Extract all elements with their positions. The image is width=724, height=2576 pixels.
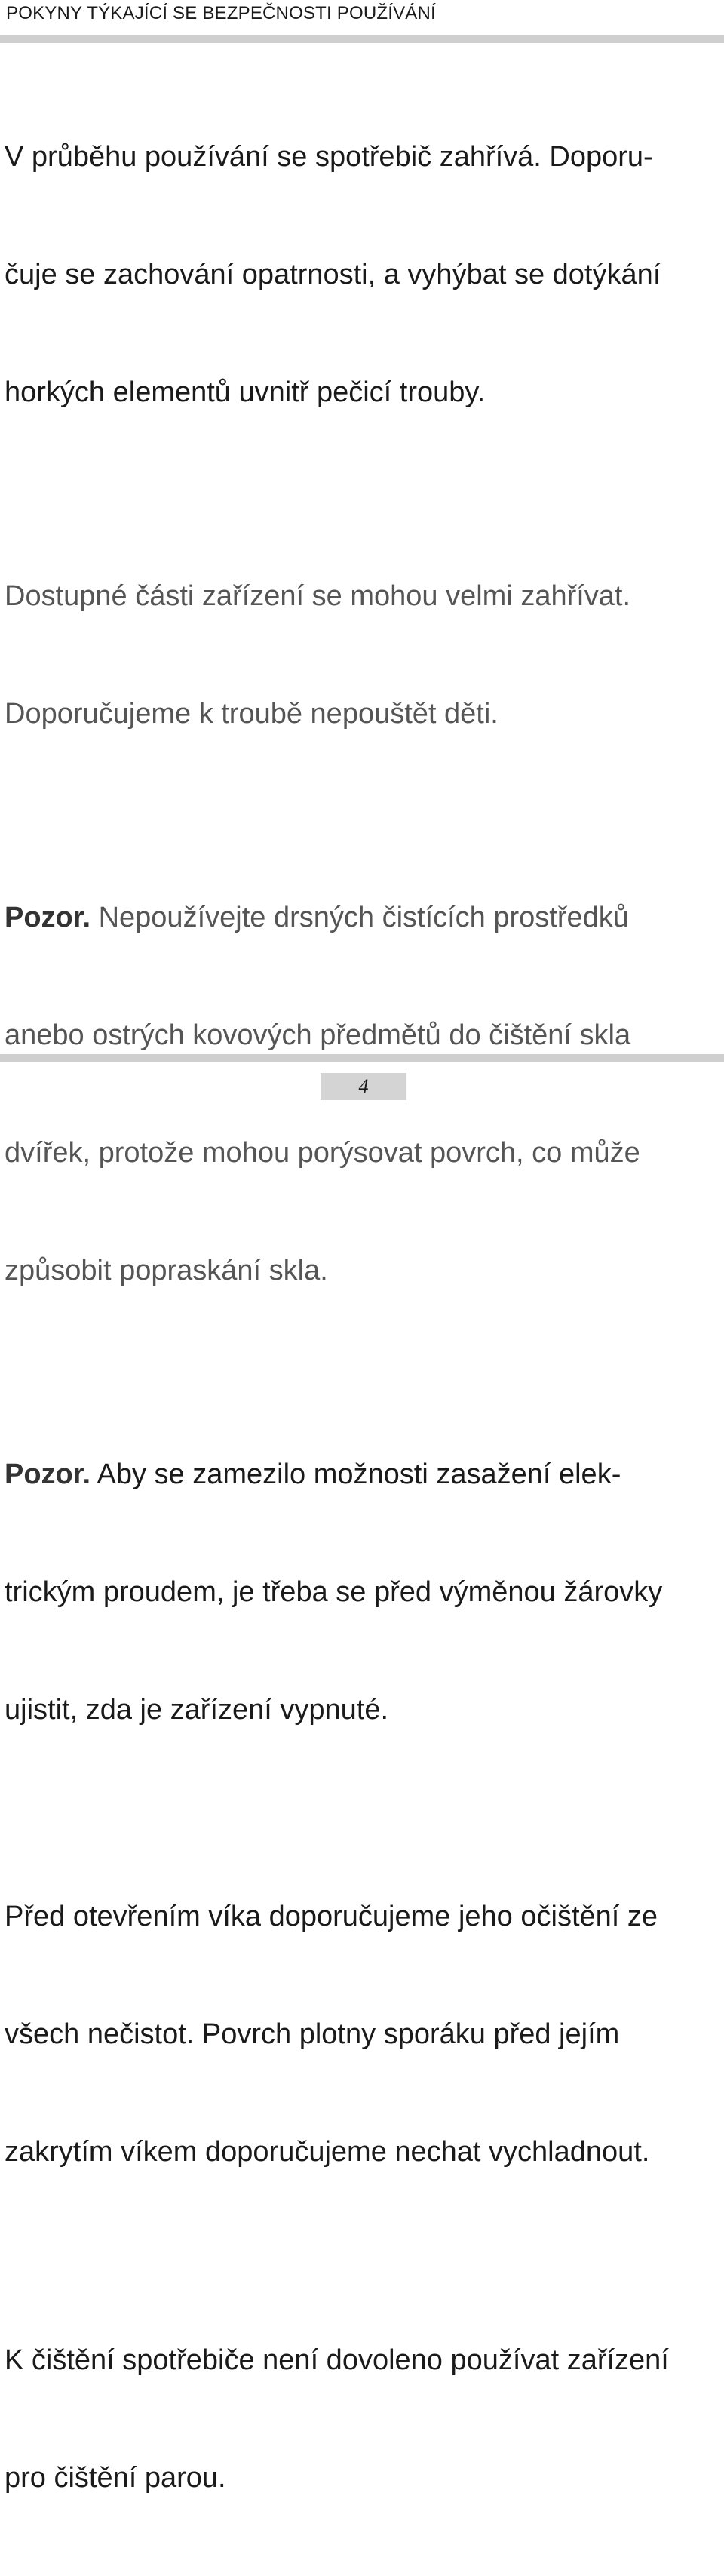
text-line: čuje se zachování opatrnosti, a vyhýbat se dotýkání <box>5 259 661 290</box>
text-line: způsobit popraskání skla. <box>5 1255 328 1286</box>
page-number: 4 <box>358 1075 369 1097</box>
text-line: všech nečistot. Povrch plotny sporáku před jejím <box>5 2018 620 2050</box>
text-line: ujistit, zda je zařízení vypnuté. <box>5 1694 389 1726</box>
paragraph-children-warning <box>5 498 721 812</box>
caution-label: Pozor. <box>5 902 91 933</box>
text-line: dvířek, protože mohou porýsovat povrch, co může <box>5 1137 640 1169</box>
text-line: K čištění spotřebiče není dovoleno používat zařízení <box>5 2344 669 2376</box>
paragraph-electric-warning <box>5 1376 721 1808</box>
text-line: Doporučujeme k troubě nepouštět děti. <box>5 698 499 730</box>
text-line: Dostupné části zařízení se mohou velmi zahřívat. <box>5 580 631 612</box>
footer-divider <box>0 1054 724 1062</box>
text-fragment: Nepoužívejte drsných čistících prostředků <box>90 902 629 933</box>
document-body <box>5 59 721 2576</box>
text-line: Před otevřením víka doporučujeme jeho očištění ze <box>5 1901 658 1932</box>
page-number-box <box>321 1073 406 1100</box>
text-line <box>5 898 721 937</box>
text-line: pro čištění parou. <box>5 2462 226 2494</box>
paragraph-steam-cleaning <box>5 2262 721 2576</box>
text-line: zakrytím víkem doporučujeme nechat vychladnout. <box>5 2136 650 2168</box>
text-line: trickým proudem, je třeba se před výměnou žárovky <box>5 1576 663 1608</box>
header-divider <box>0 35 724 43</box>
text-line: horkých elementů uvnitř pečicí trouby. <box>5 377 486 408</box>
text-line: V průběhu používání se spotřebič zahřívá. Doporu- <box>5 141 653 173</box>
text-line: anebo ostrých kovových předmětů do čištění skla <box>5 1019 631 1051</box>
text-fragment: Aby se zamezilo možnosti zasažení elek- <box>90 1459 621 1490</box>
caution-label: Pozor. <box>5 1459 91 1490</box>
paragraph-heat-warning <box>5 59 721 490</box>
paragraph-lid-instructions <box>5 1818 721 2250</box>
section-heading: POKYNY TÝKAJÍCÍ SE BEZPEČNOSTI POUŽÍVÁNÍ <box>6 3 436 23</box>
text-line <box>5 1455 721 1494</box>
